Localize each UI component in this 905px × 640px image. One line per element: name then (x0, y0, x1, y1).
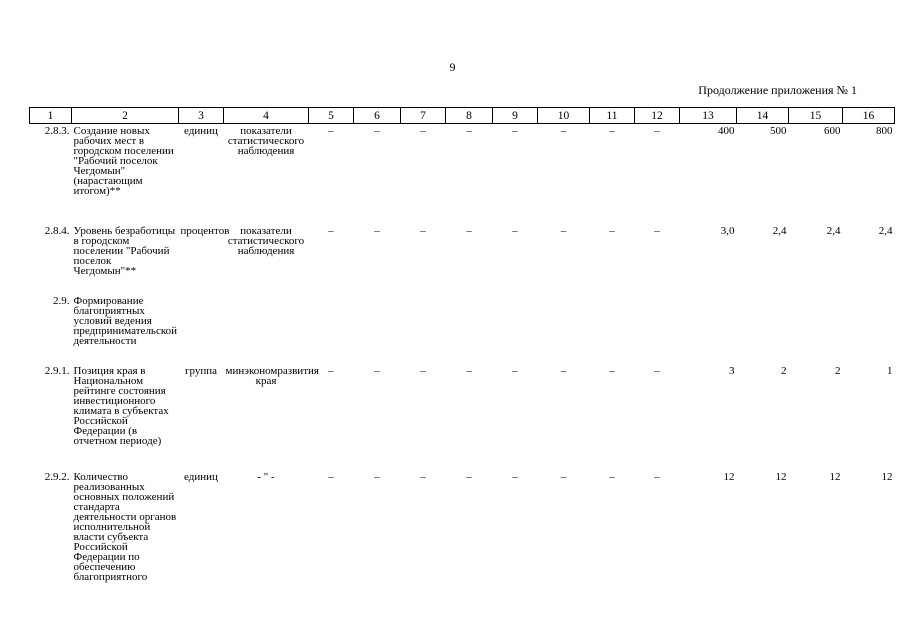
row-code: 2.9.2. (44, 471, 70, 483)
row-value: – (654, 125, 660, 137)
column-header: 1 (30, 108, 72, 124)
row-value (401, 294, 446, 364)
row-unit: единиц (184, 125, 218, 137)
column-header: 6 (354, 108, 401, 124)
column-number-row (30, 108, 895, 124)
row-value: 12 (723, 471, 735, 483)
appendix-table (29, 107, 895, 612)
row-value: 12 (881, 471, 893, 483)
row-value: 3,0 (720, 225, 735, 237)
column-header: 9 (493, 108, 538, 124)
row-value (354, 294, 401, 364)
row-value: – (560, 125, 567, 137)
row-value: – (654, 225, 660, 237)
row-value: – (374, 225, 380, 237)
row-code: 2.9. (53, 295, 70, 307)
row-value: – (374, 365, 380, 377)
row-source: показатели статистического наблюдения (227, 225, 305, 257)
continuation-label: Продолжение приложения № 1 (698, 83, 857, 97)
row-value: 12 (829, 471, 841, 483)
row-value (590, 294, 635, 364)
row-value: – (420, 125, 426, 137)
row-value (538, 294, 590, 364)
column-header: 10 (538, 108, 590, 124)
row-unit (179, 294, 224, 364)
row-source: минэкономразвития края (225, 365, 319, 387)
row-value: – (328, 365, 334, 377)
column-header: 5 (309, 108, 354, 124)
table-row (30, 124, 895, 225)
row-value: – (609, 365, 615, 377)
table-row (30, 294, 895, 364)
row-value: 2 (781, 365, 787, 377)
row-value: – (512, 125, 518, 137)
row-value (493, 294, 538, 364)
row-value: – (466, 225, 472, 237)
row-value: – (328, 125, 334, 137)
row-source: - " - (257, 471, 275, 483)
row-code: 2.8.4. (44, 225, 70, 237)
column-header: 2 (72, 108, 179, 124)
row-value: 400 (718, 125, 735, 137)
row-source: показатели статистического наблюдения (227, 125, 305, 157)
row-name: Количество реализованных основных положений стандарта деятельности органов исполнительной власти субъекта Российской Федерации по обеспечению благоприятного (73, 471, 177, 583)
row-source (224, 294, 309, 364)
row-value (635, 294, 680, 364)
row-value (680, 294, 737, 364)
row-value: – (466, 125, 472, 137)
row-value: – (328, 225, 334, 237)
row-value: 800 (876, 125, 893, 137)
column-header: 13 (680, 108, 737, 124)
row-value: 2 (835, 365, 841, 377)
column-header: 16 (843, 108, 895, 124)
row-unit: группа (184, 365, 218, 377)
row-code: 2.9.1. (44, 365, 70, 377)
row-value (446, 294, 493, 364)
row-value: 600 (824, 125, 841, 137)
row-code: 2.8.3. (44, 125, 70, 137)
row-value: – (609, 125, 615, 137)
column-header: 11 (590, 108, 635, 124)
row-value: – (328, 471, 334, 483)
row-value: – (560, 365, 567, 377)
row-name: Создание новых рабочих мест в городском поселении "Рабочий поселок Чегдомын" (нарастающим итогом)** (73, 125, 174, 197)
row-value: – (512, 225, 518, 237)
row-value: 3 (729, 365, 735, 377)
row-value: – (609, 225, 615, 237)
row-value: – (374, 125, 380, 137)
row-value (309, 294, 354, 364)
table-row (30, 224, 895, 294)
column-header: 8 (446, 108, 493, 124)
row-value: – (654, 471, 660, 483)
row-value: – (512, 365, 518, 377)
row-value (843, 294, 895, 364)
row-value: 2,4 (772, 225, 787, 237)
row-value: – (420, 225, 426, 237)
row-value: – (609, 471, 615, 483)
row-value (789, 294, 843, 364)
row-value: – (512, 471, 518, 483)
row-value: 1 (887, 365, 893, 377)
table-row (30, 470, 895, 612)
row-value: 2,4 (826, 225, 841, 237)
table-row (30, 364, 895, 470)
row-value: – (420, 365, 426, 377)
row-value: – (420, 471, 426, 483)
row-name: Уровень безработицы в городском поселении "Рабочий поселок Чегдомын"** (73, 225, 176, 277)
column-header: 12 (635, 108, 680, 124)
row-value: – (466, 471, 472, 483)
row-value: 500 (770, 125, 787, 137)
row-name: Позиция края в Национальном рейтинге состояния инвестиционного климата в субъектах Российской Федерации (в отчетном периоде) (73, 365, 169, 447)
row-value: – (466, 365, 472, 377)
row-value: 2,4 (878, 225, 893, 237)
row-unit: процентов (180, 225, 230, 237)
row-value: – (560, 471, 567, 483)
page-number: 9 (449, 60, 456, 74)
column-header: 15 (789, 108, 843, 124)
row-value: 12 (775, 471, 787, 483)
column-header: 4 (224, 108, 309, 124)
row-value: – (654, 365, 660, 377)
row-value (737, 294, 789, 364)
row-value: – (560, 225, 567, 237)
row-name: Формирование благоприятных условий ведения предпринимательской деятельности (73, 295, 178, 347)
row-unit: единиц (184, 471, 218, 483)
row-value: – (374, 471, 380, 483)
column-header: 14 (737, 108, 789, 124)
column-header: 3 (179, 108, 224, 124)
column-header: 7 (401, 108, 446, 124)
